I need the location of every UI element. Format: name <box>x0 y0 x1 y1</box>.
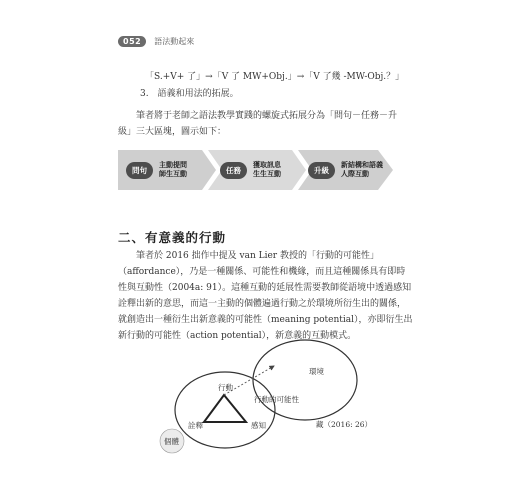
stage-desc-line: 師生互動 <box>159 170 187 178</box>
paragraph-line: （affordance），乃是一種關係、可能性和機緣，而且這種關係具有即時 <box>118 267 406 277</box>
stage-description <box>159 161 187 179</box>
individual-label: 個體 <box>164 437 179 446</box>
affordance-diagram <box>150 338 373 458</box>
stage-description <box>253 161 281 179</box>
flow-diagram <box>118 150 393 190</box>
interpret-label: 詮釋 <box>188 421 203 430</box>
paragraph-line: 筆者將于老師之語法教學實踐的螺旋式拓展分為「問句－任務－升 <box>136 111 398 121</box>
stage-description <box>341 161 383 179</box>
list-item-3: 3. 語義和用法的拓展。 <box>140 89 239 99</box>
paragraph-line: 性與互動性（2004a: 91）。這種互動的延展性需要教師從語境中透過感知 <box>118 283 412 293</box>
paragraph-line: 就創造出一種衍生出新意義的可能性（meaning potential），亦即衍生出 <box>118 315 413 325</box>
formula-line: 「S.+V+ 了」→「V 了 MW+Obj.」→「V 了幾 -MW-Obj.？」 <box>145 72 405 82</box>
section-title: 二、有意義的行動 <box>118 230 227 245</box>
perceive-label: 感知 <box>251 421 266 430</box>
page-number: 052 <box>118 36 146 47</box>
flow-stage-task <box>220 150 281 190</box>
stage-tag: 任務 <box>220 162 247 179</box>
stage-desc-line: 人際互動 <box>341 170 369 178</box>
stage-desc-line: 生生互動 <box>253 170 281 178</box>
stage-tag: 問句 <box>126 162 153 179</box>
running-header <box>118 36 194 47</box>
environment-label: 環境 <box>309 367 324 376</box>
action-label: 行動 <box>218 383 233 392</box>
stage-tag: 升級 <box>308 162 335 179</box>
paragraph-line: 級」三大區塊，圖示如下： <box>118 127 227 137</box>
figure-caption: 藏（2016: 26） <box>316 420 373 429</box>
flow-stage-question <box>126 150 187 190</box>
paragraph-line: 筆者於 2016 拙作中提及 van Lier 教授的「行動的可能性」 <box>136 251 379 261</box>
stage-desc-line: 獲取訊息 <box>253 161 281 169</box>
action-possibility-label: 行動的可能性 <box>254 395 299 404</box>
paragraph-line: 新行動的可能性（action potential），新意義的互動模式。 <box>118 331 357 341</box>
running-title: 語法動起來 <box>154 37 195 46</box>
flow-stage-upgrade <box>308 150 383 190</box>
stage-desc-line: 主動提問 <box>159 161 187 169</box>
action-triangle <box>204 395 246 422</box>
paragraph-line: 詮釋出新的意思，而這一主動的個體遍過行動之於環境所衍生出的關係， <box>118 299 407 309</box>
stage-desc-line: 新結構和語義 <box>341 161 383 169</box>
environment-circle <box>253 340 357 420</box>
